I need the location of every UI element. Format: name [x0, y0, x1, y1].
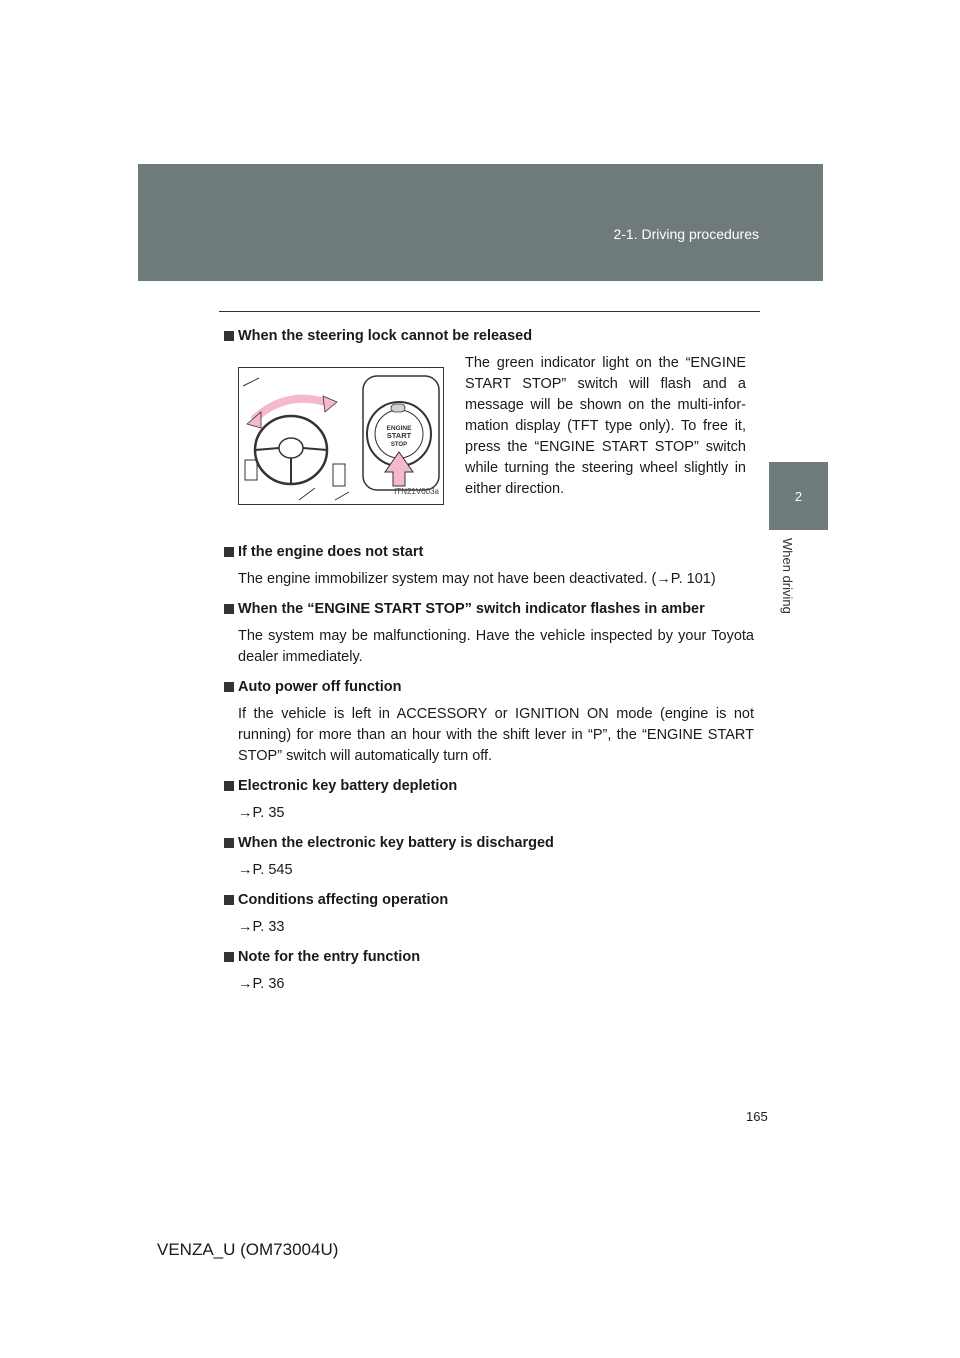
section-heading: Note for the entry function — [238, 949, 421, 965]
section-heading: If the engine does not start — [238, 544, 424, 560]
indicator-light-icon — [391, 404, 405, 412]
button-text-stop: STOP — [390, 442, 408, 448]
section-heading: When the electronic key battery is discharged — [238, 835, 554, 851]
section-body: The green indicator light on the “ENGINE START STOP” switch will flash and a message will be shown on the multi-infor-mation display (TFT type only). To free it, press the “ENGINE START STOP” switch while turning the steering wheel slightly in either direction. — [465, 355, 746, 497]
section-heading: Conditions affecting operation — [238, 892, 449, 908]
section-steering-lock — [224, 326, 754, 533]
section-body: →P. 36 — [238, 976, 285, 992]
button-text-start: START — [386, 431, 412, 440]
side-tab-number: 2 — [769, 462, 828, 530]
section-conditions — [224, 890, 754, 938]
section-auto-power-off — [224, 677, 754, 767]
section-key-battery-depletion — [224, 776, 754, 824]
bullet-square-icon — [224, 604, 234, 614]
figure-row — [224, 353, 754, 533]
page-number: 165 — [746, 1109, 768, 1124]
section-key-battery-discharged — [224, 833, 754, 881]
steering-illustration — [238, 367, 444, 505]
bullet-square-icon — [224, 895, 234, 905]
bullet-square-icon — [224, 682, 234, 692]
side-tab-label: When driving — [780, 538, 795, 614]
header-band — [138, 164, 823, 281]
section-heading: When the steering lock cannot be released — [238, 328, 533, 344]
section-heading: Electronic key battery depletion — [238, 778, 458, 794]
section-body: The system may be malfunctioning. Have the vehicle inspected by your Toyota dealer immediately. — [238, 628, 754, 665]
section-heading: When the “ENGINE START STOP” switch indicator flashes in amber — [238, 601, 705, 617]
section-body: →P. 545 — [238, 862, 293, 878]
bullet-square-icon — [224, 331, 234, 341]
header-rule — [219, 311, 760, 312]
section-heading: Auto power off function — [238, 679, 402, 695]
header-section-title: 2-1. Driving procedures — [613, 226, 759, 242]
page-content — [224, 326, 754, 1004]
section-body: If the vehicle is left in ACCESSORY or IGNITION ON mode (engine is not running) for more than an hour with the shift lever in “P”, the “ENGINE START STOP” switch will automatically turn off. — [238, 706, 754, 764]
document-id: VENZA_U (OM73004U) — [157, 1240, 339, 1259]
bullet-square-icon — [224, 547, 234, 557]
section-entry-function — [224, 947, 754, 995]
section-body: The engine immobilizer system may not have been deactivated. (→P. 101) — [238, 571, 716, 587]
section-engine-not-start — [224, 542, 754, 590]
bullet-square-icon — [224, 952, 234, 962]
section-body: →P. 33 — [238, 919, 285, 935]
figure-code: ITN21V003a — [394, 487, 439, 496]
section-body: →P. 35 — [238, 805, 285, 821]
button-text-engine: ENGINE — [386, 425, 412, 432]
section-indicator-amber — [224, 599, 754, 668]
bullet-square-icon — [224, 838, 234, 848]
bullet-square-icon — [224, 781, 234, 791]
